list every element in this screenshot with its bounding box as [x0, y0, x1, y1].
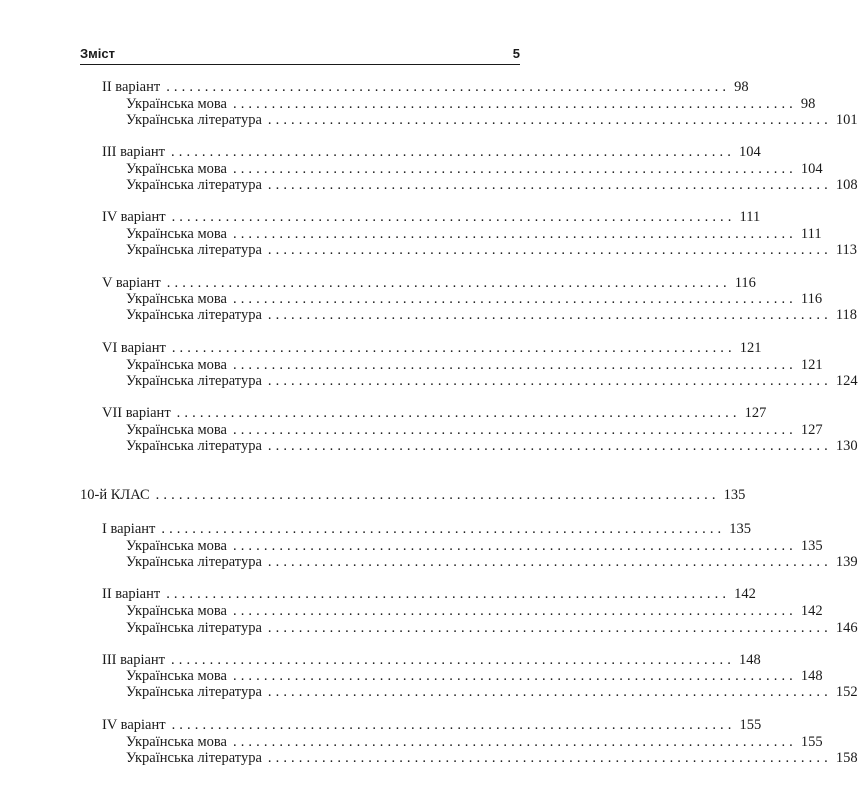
dot-leader: ......................................................................... — [267, 112, 832, 128]
dot-leader: ......................................................................... — [267, 620, 832, 636]
toc-entry-subject — [126, 372, 858, 390]
toc-entry-label: VI варіант — [102, 340, 166, 356]
toc-entry-page: 135 — [729, 521, 752, 537]
toc-entry-label: Українська мова — [126, 291, 227, 307]
toc-entry-page: 142 — [800, 603, 823, 619]
toc-entry-page: 98 — [800, 96, 816, 112]
toc-entry-page: 148 — [738, 652, 761, 668]
toc-entry-subject — [126, 176, 858, 194]
dot-leader: ......................................................................... — [267, 438, 832, 454]
toc-entry-label: Українська література — [126, 112, 262, 128]
toc-entry-subject — [126, 306, 858, 324]
toc-entry-page: 146 — [835, 620, 858, 636]
toc-entry-page: 139 — [835, 554, 858, 570]
dot-leader: ......................................................................... — [232, 96, 797, 112]
toc-entry-variant — [102, 520, 752, 538]
toc-entry-variant — [102, 716, 762, 734]
toc-entry-label: Українська література — [126, 307, 262, 323]
dot-leader: ......................................................................... — [267, 684, 832, 700]
toc-entry-subject — [126, 619, 858, 637]
toc-entry-section — [80, 486, 746, 504]
dot-leader: ......................................................................... — [232, 734, 797, 750]
toc-entry-label: Українська література — [126, 620, 262, 636]
toc-entry-label: IV варіант — [102, 717, 166, 733]
toc-entry-subject — [126, 683, 858, 701]
toc-entry-page: 116 — [734, 275, 756, 291]
toc-entry-page: 111 — [800, 226, 822, 242]
dot-leader: ......................................................................... — [171, 340, 736, 356]
dot-leader: ......................................................................... — [232, 668, 797, 684]
toc-entry-label: V варіант — [102, 275, 161, 291]
toc-entry-page: 155 — [739, 717, 762, 733]
toc-entry-page: 135 — [800, 538, 823, 554]
page-number: 5 — [512, 46, 520, 61]
dot-leader: ......................................................................... — [171, 717, 736, 733]
toc-entry-label: Українська мова — [126, 226, 227, 242]
toc-entry-label: Українська мова — [126, 422, 227, 438]
toc-entry-page: 142 — [734, 586, 756, 602]
toc-entry-label: Українська мова — [126, 96, 227, 112]
toc-entry-page: 155 — [800, 734, 823, 750]
toc-entry-page: 116 — [800, 291, 823, 307]
dot-leader: ......................................................................... — [171, 209, 736, 225]
dot-leader: ......................................................................... — [166, 275, 731, 291]
toc-entry-subject — [126, 553, 858, 571]
dot-leader: ......................................................................... — [171, 144, 735, 160]
toc-entry-page: 111 — [739, 209, 761, 225]
toc-entry-label: Українська література — [126, 373, 262, 389]
toc-entry-label: Українська мова — [126, 734, 227, 750]
toc-entry-variant — [102, 404, 767, 422]
toc-entry-subject — [126, 437, 858, 455]
toc-entry-variant — [102, 78, 749, 96]
toc-entry-page: 135 — [723, 487, 746, 503]
toc-entry-page: 121 — [800, 357, 823, 373]
toc-entry-page: 113 — [835, 242, 858, 258]
dot-leader: ......................................................................... — [232, 603, 797, 619]
toc-entry-label: Українська література — [126, 438, 262, 454]
dot-leader: ......................................................................... — [176, 405, 741, 421]
toc-entry-subject — [126, 111, 858, 129]
toc-entry-label: I варіант — [102, 521, 156, 537]
toc-entry-variant — [102, 585, 756, 603]
toc-entry-page: 127 — [744, 405, 767, 421]
dot-leader: ......................................................................... — [267, 554, 832, 570]
dot-leader: ......................................................................... — [166, 79, 731, 95]
toc-entry-page: 104 — [738, 144, 761, 160]
toc-entry-page: 152 — [835, 684, 858, 700]
toc-entry-page: 108 — [835, 177, 858, 193]
toc-entry-label: Українська література — [126, 750, 262, 766]
toc-entry-label: Українська мова — [126, 357, 227, 373]
dot-leader: ......................................................................... — [232, 357, 797, 373]
toc-entry-label: Українська мова — [126, 668, 227, 684]
toc-entry-label: Українська мова — [126, 161, 227, 177]
dot-leader: ......................................................................... — [267, 177, 832, 193]
toc-entry-label: Українська мова — [126, 603, 227, 619]
toc-entry-label: Українська література — [126, 684, 262, 700]
toc-entry-page: 124 — [835, 373, 858, 389]
toc-entry-subject — [126, 602, 823, 620]
toc-entry-label: Українська мова — [126, 538, 227, 554]
running-title: Зміст — [80, 46, 115, 61]
toc-entry-label: Українська література — [126, 177, 262, 193]
toc-entry-page: 121 — [739, 340, 762, 356]
toc-entry-page: 158 — [835, 750, 858, 766]
toc-entry-page: 101 — [835, 112, 858, 128]
dot-leader: ......................................................................... — [232, 226, 797, 242]
toc-entry-variant — [102, 208, 761, 226]
dot-leader: ......................................................................... — [267, 242, 832, 258]
toc-entry-page: 98 — [734, 79, 749, 95]
dot-leader: ......................................................................... — [232, 538, 797, 554]
dot-leader: ......................................................................... — [232, 161, 797, 177]
toc-entry-page: 104 — [800, 161, 823, 177]
toc-entry-page: 127 — [800, 422, 823, 438]
toc-entry-label: II варіант — [102, 79, 161, 95]
toc-entry-label: III варіант — [102, 652, 166, 668]
toc-entry-label: 10-й КЛАС — [80, 487, 150, 503]
toc-entry-label: VII варіант — [102, 405, 171, 421]
toc-entry-label: Українська література — [126, 554, 262, 570]
dot-leader: ......................................................................... — [232, 291, 797, 307]
toc-entry-page: 130 — [835, 438, 858, 454]
dot-leader: ......................................................................... — [166, 586, 731, 602]
dot-leader: ......................................................................... — [155, 487, 720, 503]
toc-entry-subject — [126, 241, 858, 259]
toc-entry-label: IV варіант — [102, 209, 166, 225]
dot-leader: ......................................................................... — [267, 750, 832, 766]
toc-entry-page: 118 — [835, 307, 858, 323]
dot-leader: ......................................................................... — [161, 521, 726, 537]
toc-entry-variant — [102, 339, 762, 357]
toc-entry-label: Українська література — [126, 242, 262, 258]
dot-leader: ......................................................................... — [232, 422, 797, 438]
dot-leader: ......................................................................... — [267, 307, 832, 323]
toc-entry-variant — [102, 143, 761, 161]
toc-entry-subject — [126, 749, 858, 767]
toc-entry-label: III варіант — [102, 144, 166, 160]
toc-entry-label: II варіант — [102, 586, 161, 602]
dot-leader: ......................................................................... — [267, 373, 832, 389]
toc-entry-page: 148 — [800, 668, 823, 684]
dot-leader: ......................................................................... — [171, 652, 735, 668]
